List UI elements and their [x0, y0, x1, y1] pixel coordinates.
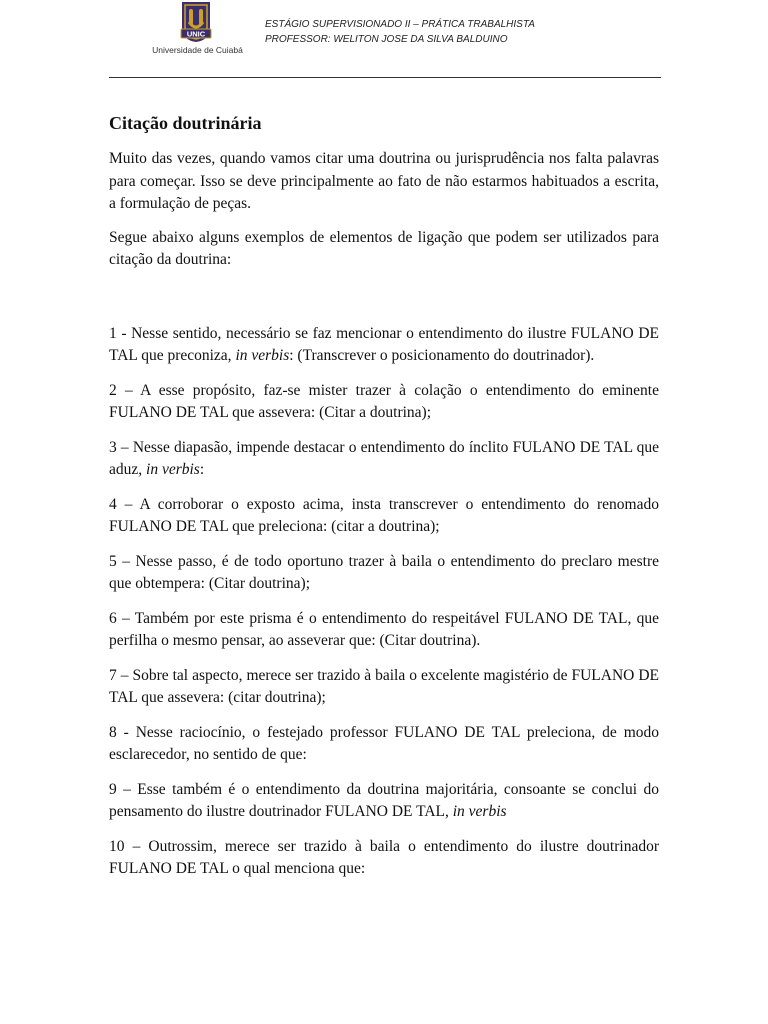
- document-title: Citação doutrinária: [109, 113, 262, 133]
- example-item-6: 6 – Também por este prisma é o entendimento do respeitável FULANO DE TAL, que perfilha o mesmo pensar, ao asseverar que: (Citar doutrina).: [109, 609, 659, 649]
- example-item-2: 2 – A esse propósito, faz-se mister trazer à colação o entendimento do eminente FULANO DE TAL que assevera: (Citar a doutrina);: [109, 381, 659, 421]
- intro-paragraph-1: Muito das vezes, quando vamos citar uma doutrina ou jurisprudência nos falta palavras para começar. Isso se deve principalmente ao fato de não estarmos habituados a escrita, a formulação de peças.: [109, 150, 659, 212]
- document-body: [109, 111, 659, 893]
- example-item-5: 5 – Nesse passo, é de todo oportuno trazer à baila o entendimento do preclaro mestre que obtempera: (Citar doutrina);: [109, 552, 659, 592]
- course-title: ESTÁGIO SUPERVISIONADO II – PRÁTICA TRABALHISTA: [265, 19, 535, 30]
- intro-paragraph-2: Segue abaixo alguns exemplos de elementos de ligação que podem ser utilizados para citação da doutrina:: [109, 228, 659, 268]
- example-item-8: 8 - Nesse raciocínio, o festejado professor FULANO DE TAL preleciona, de modo esclarecedor, no sentido de que:: [109, 723, 659, 763]
- examples-list: [109, 323, 659, 881]
- example-item-3: 3 – Nesse diapasão, impende destacar o entendimento do ínclito FULANO DE TAL que aduz, in verbis:: [109, 438, 659, 478]
- header-divider: [109, 77, 661, 78]
- unic-logo-icon: [178, 0, 214, 44]
- logo-text: UNIC: [186, 29, 206, 39]
- example-item-9: 9 – Esse também é o entendimento da doutrina majoritária, consoante se conclui do pensamento do ilustre doutrinador FULANO DE TAL, in verbis: [109, 780, 659, 820]
- professor-name: PROFESSOR: WELITON JOSE DA SILVA BALDUINO: [265, 34, 508, 45]
- course-info: [265, 17, 535, 47]
- page-header: [0, 0, 768, 80]
- logo-caption: Universidade de Cuiabá: [152, 45, 243, 55]
- example-item-10: 10 – Outrossim, merece ser trazido à baila o entendimento do ilustre doutrinador FULANO DE TAL o qual menciona que:: [109, 837, 659, 877]
- example-item-4: 4 – A corroborar o exposto acima, insta transcrever o entendimento do renomado FULANO DE TAL que preleciona: (citar a doutrina);: [109, 495, 659, 535]
- example-item-7: 7 – Sobre tal aspecto, merece ser trazido à baila o excelente magistério de FULANO DE TAL que assevera: (citar doutrina);: [109, 666, 659, 706]
- university-logo: [150, 0, 245, 62]
- example-item-1: 1 - Nesse sentido, necessário se faz mencionar o entendimento do ilustre FULANO DE TAL que preconiza, in verbis: (Transcrever o posicionamento do doutrinador).: [109, 324, 659, 364]
